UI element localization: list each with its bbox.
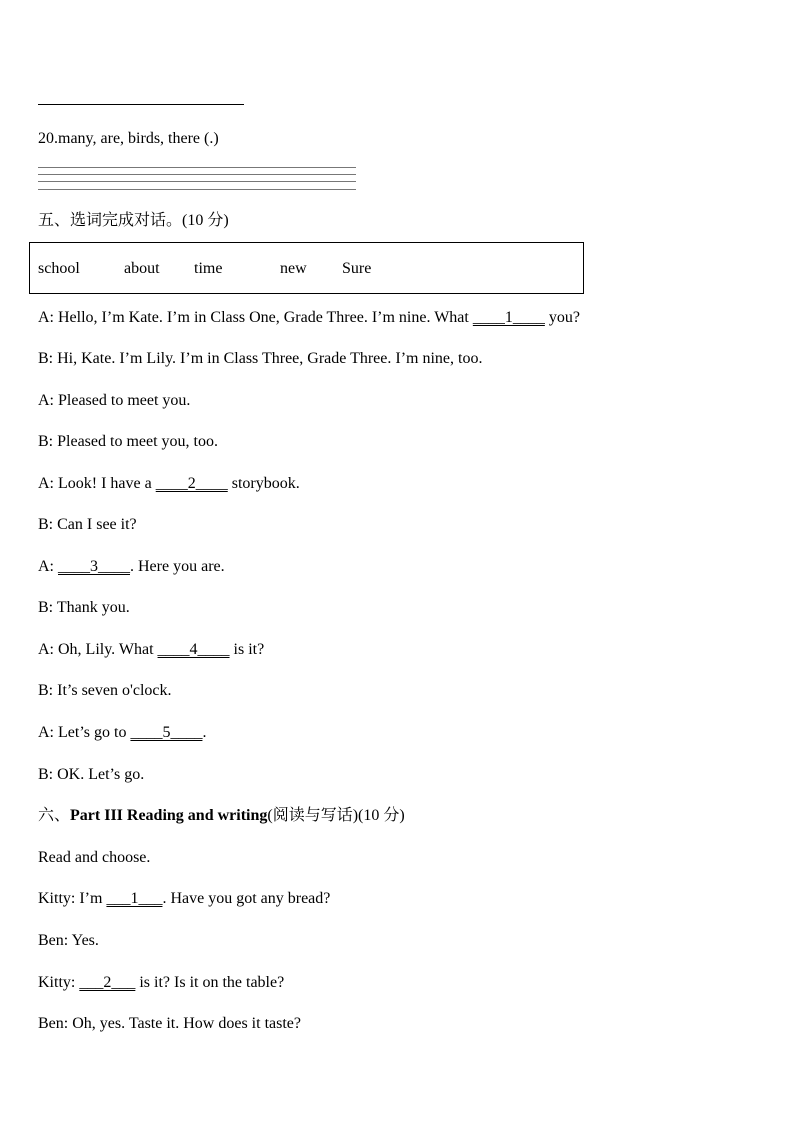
line-text: B: Hi, Kate. I’m Lily. I’m in Class Three, Grade Three. I’m nine, too. bbox=[38, 350, 483, 367]
line-text: Ben: Yes. bbox=[38, 932, 99, 949]
dialogue-line bbox=[38, 598, 130, 618]
dialogue-line bbox=[38, 391, 190, 411]
line-text: B: Can I see it? bbox=[38, 516, 137, 533]
dialogue-line bbox=[38, 640, 264, 660]
line-text: . Have you got any bread? bbox=[162, 890, 331, 907]
heading-title: Part III Reading and writing bbox=[70, 807, 268, 824]
word-bank-item: about bbox=[124, 260, 160, 277]
instruction-text: Read and choose. bbox=[38, 849, 151, 866]
dialogue-line bbox=[38, 308, 580, 328]
dialogue-line bbox=[38, 723, 206, 743]
word-bank-item: Sure bbox=[342, 260, 372, 277]
dialogue-line bbox=[38, 515, 137, 535]
line-text: . Here you are. bbox=[130, 558, 225, 575]
line-text: B: It’s seven o'clock. bbox=[38, 682, 172, 699]
heading-suffix: (阅读与写话)(10 分) bbox=[267, 807, 405, 824]
dialogue-line bbox=[38, 973, 284, 993]
word-bank-item: new bbox=[280, 260, 307, 277]
line-text: A: Hello, I’m Kate. I’m in Class One, Grade Three. I’m nine. What bbox=[38, 309, 473, 326]
line-text: B: OK. Let’s go. bbox=[38, 766, 145, 783]
line-text: is it? bbox=[229, 641, 265, 658]
section-6-heading bbox=[38, 806, 405, 826]
writing-line bbox=[38, 181, 356, 182]
question-number: 20. bbox=[38, 130, 58, 147]
line-text: is it? Is it on the table? bbox=[135, 974, 285, 991]
line-text: B: Pleased to meet you, too. bbox=[38, 433, 218, 450]
line-text: A: Look! I have a bbox=[38, 475, 156, 492]
dialogue-line bbox=[38, 931, 99, 951]
line-text: A: Pleased to meet you. bbox=[38, 392, 191, 409]
dialogue-line bbox=[38, 474, 300, 494]
question-20 bbox=[38, 129, 219, 149]
dialogue-line bbox=[38, 681, 172, 701]
line-text: B: Thank you. bbox=[38, 599, 130, 616]
line-text: A: Let’s go to bbox=[38, 724, 131, 741]
word-bank-item: time bbox=[194, 260, 223, 277]
answer-blank[interactable]: ____3____ bbox=[58, 558, 130, 575]
answer-blank[interactable]: ___1___ bbox=[106, 890, 163, 907]
answer-line bbox=[38, 104, 244, 105]
answer-blank[interactable]: ____4____ bbox=[157, 641, 230, 658]
answer-blank[interactable]: ___2___ bbox=[79, 974, 136, 991]
dialogue-line bbox=[38, 557, 225, 577]
writing-line bbox=[38, 174, 356, 175]
line-text: storybook. bbox=[227, 475, 300, 492]
answer-blank[interactable]: ____2____ bbox=[155, 475, 228, 492]
line-text: Kitty: bbox=[38, 974, 80, 991]
dialogue-line bbox=[38, 1014, 301, 1034]
line-text: you? bbox=[544, 309, 580, 326]
word-bank bbox=[29, 242, 584, 294]
answer-blank[interactable]: ____5____ bbox=[130, 724, 203, 741]
question-words: many, are, birds, there (.) bbox=[58, 130, 219, 147]
dialogue-line bbox=[38, 889, 330, 909]
section-5-heading: 五、选词完成对话。(10 分) bbox=[38, 212, 229, 229]
heading-prefix: 六、 bbox=[38, 807, 71, 824]
answer-blank[interactable]: ____1____ bbox=[472, 309, 545, 326]
line-text: A: bbox=[38, 558, 58, 575]
line-text: . bbox=[202, 724, 207, 741]
writing-line bbox=[38, 167, 356, 168]
line-text: Ben: Oh, yes. Taste it. How does it taste? bbox=[38, 1015, 301, 1032]
word-bank-item: school bbox=[38, 260, 80, 277]
dialogue-line bbox=[38, 432, 218, 452]
line-text: Kitty: I’m bbox=[38, 890, 107, 907]
line-text: A: Oh, Lily. What bbox=[38, 641, 158, 658]
dialogue-line bbox=[38, 765, 144, 785]
dialogue-line bbox=[38, 349, 482, 369]
writing-line bbox=[38, 189, 356, 190]
